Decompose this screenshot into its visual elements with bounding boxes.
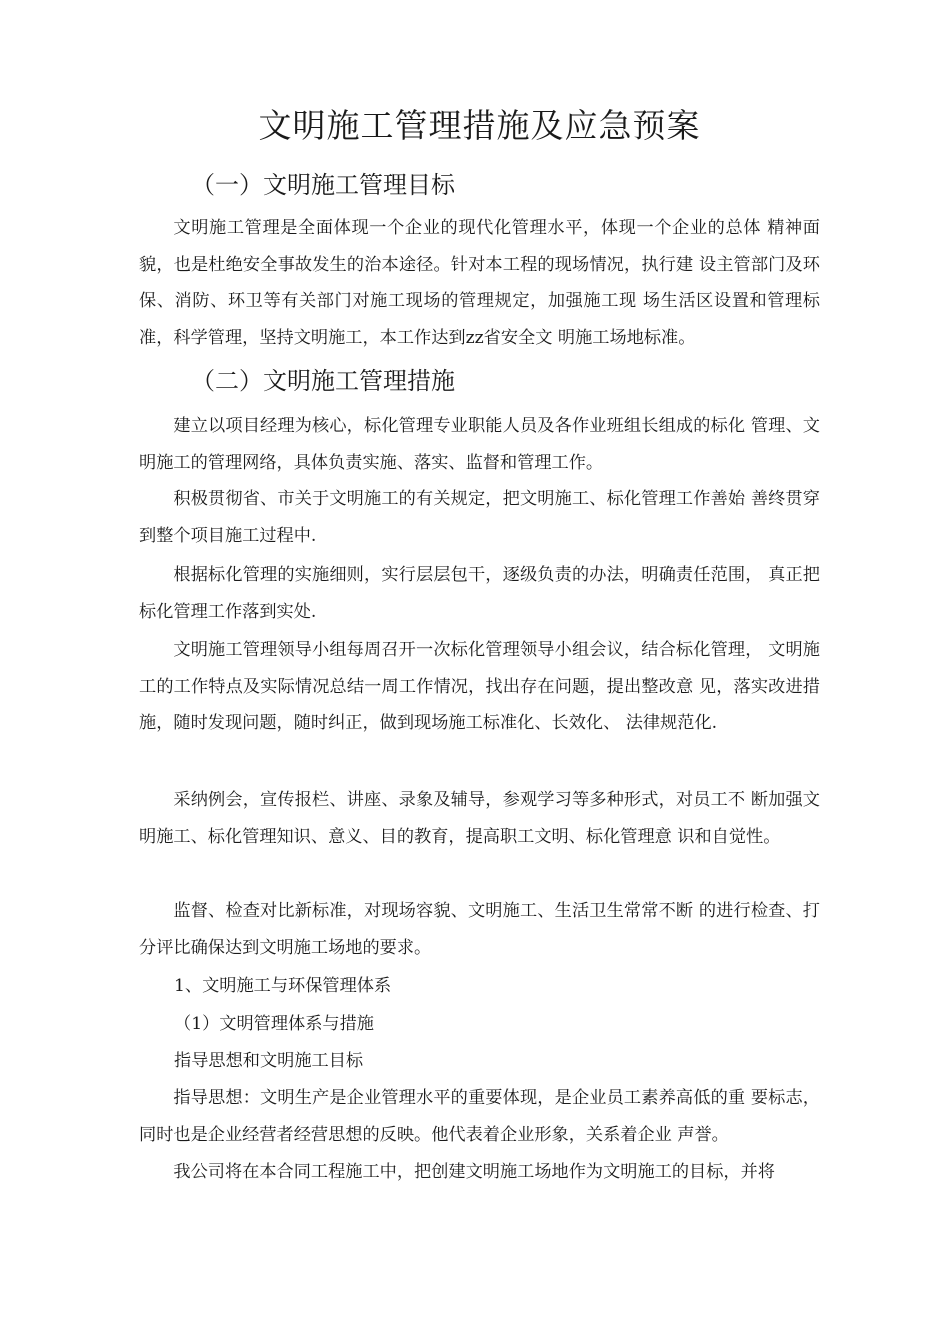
list-item-subheading: （1）文明管理体系与措施 <box>174 1014 374 1034</box>
paragraph: 建立以项目经理为核心，标化管理专业职能人员及各作业班组长组成的标化 管理、文明施工的管理网络，具体负责实施、落实、监督和管理工作。 <box>139 416 820 473</box>
document-title: 文明施工管理措施及应急预案 <box>258 106 701 145</box>
list-item-heading: 1、文明施工与环保管理体系 <box>174 976 392 996</box>
paragraph: 指导思想：文明生产是企业管理水平的重要体现，是企业员工素养高低的重 要标志，同时也是企业经营者经营思想的反映。他代表着企业形象，关系着企业 声誉。 <box>139 1088 820 1145</box>
section-heading-1: （一）文明施工管理目标 <box>191 171 455 199</box>
paragraph: 文明施工管理领导小组每周召开一次标化管理领导小组会议，结合标化管理， 文明施工的工作特点及实际情况总结一周工作情况，找出存在问题，提出整改意 见，落实改进措施，随时发现问题，随时纠正，做到现场施工标准化、长效化、 法律规范化. <box>139 640 820 733</box>
paragraph: 积极贯彻省、市关于文明施工的有关规定，把文明施工、标化管理工作善始 善终贯穿到整个项目施工过程中. <box>139 489 820 546</box>
paragraph: 文明施工管理是全面体现一个企业的现代化管理水平，体现一个企业的总体 精神面貌，也是杜绝安全事故发生的治本途径。针对本工程的现场情况，执行建 设主管部门及环保、消防、环卫等有关部门对施工现场的管理规定，加强施工现 场生活区设置和管理标准，科学管理，坚持文明施工，本工作达到zz省安全文 明施工场地标准。 <box>139 218 820 348</box>
list-item-label: 指导思想和文明施工目标 <box>174 1051 364 1071</box>
paragraph: 我公司将在本合同工程施工中，把创建文明施工场地作为文明施工的目标，并将 <box>173 1162 775 1182</box>
section-heading-2: （二）文明施工管理措施 <box>191 367 455 395</box>
paragraph: 采纳例会，宣传报栏、讲座、录象及辅导，参观学习等多种形式，对员工不 断加强文明施工、标化管理知识、意义、目的教育，提高职工文明、标化管理意 识和自觉性。 <box>139 790 820 847</box>
paragraph: 监督、检查对比新标准，对现场容貌、文明施工、生活卫生常常不断 的进行检查、打分评比确保达到文明施工场地的要求。 <box>139 901 820 958</box>
paragraph: 根据标化管理的实施细则，实行层层包干，逐级负责的办法，明确责任范围， 真正把标化管理工作落到实处. <box>139 565 820 622</box>
